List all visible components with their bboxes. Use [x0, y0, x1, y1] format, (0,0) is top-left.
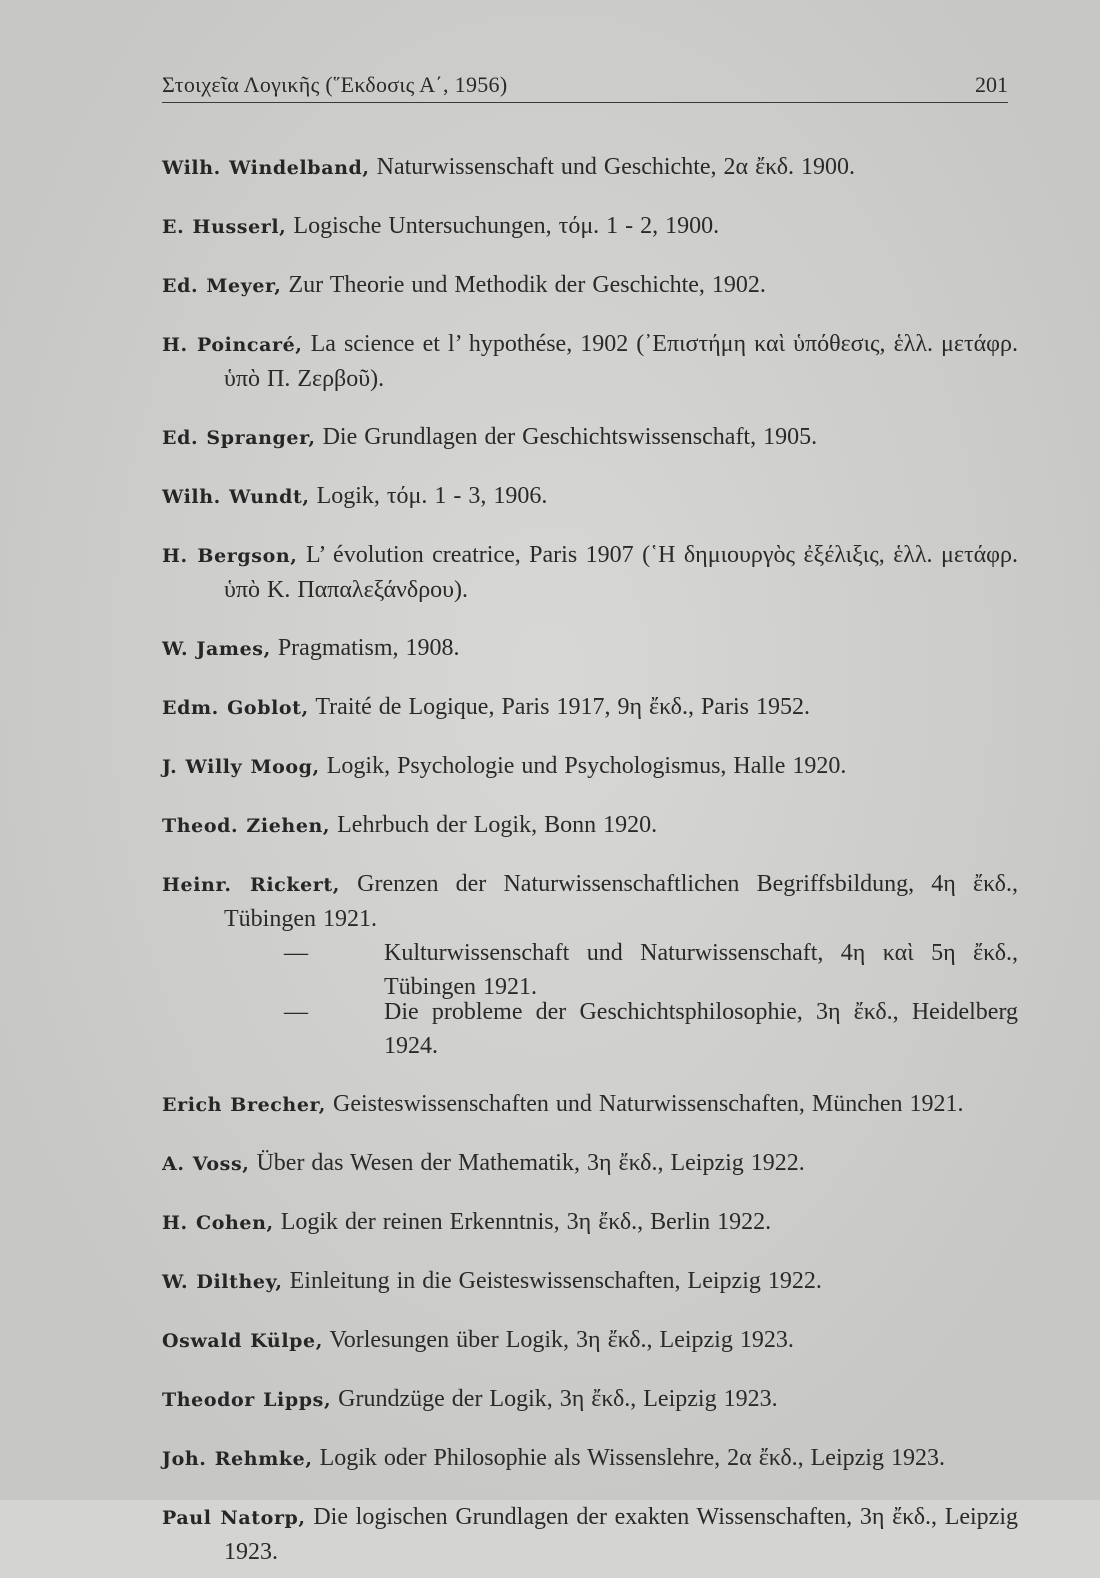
- entry-author: J. Willy Moog,: [162, 756, 320, 778]
- bibliography-entry: [162, 1205, 1018, 1240]
- entry-author: H. Bergson,: [162, 545, 298, 567]
- entry-text: Geisteswissenschaften und Naturwissenschaften, München 1921.: [332, 1091, 964, 1117]
- entry-author: W. James,: [162, 638, 271, 660]
- entry-text: Lehrbuch der Logik, Bonn 1920.: [337, 812, 658, 838]
- running-head: [162, 70, 1008, 103]
- bibliography-entry: [162, 1087, 1018, 1122]
- bibliography-entry: [162, 268, 1018, 303]
- entry-text: Die logischen Grundlagen der exakten Wissenschaften, 3η ἔκδ., Leipzig 1923.: [224, 1504, 1018, 1565]
- bibliography-entry: [162, 209, 1018, 244]
- bibliography-entry: [162, 150, 1018, 185]
- entry-text: Zur Theorie und Methodik der Geschichte, 1902.: [288, 272, 766, 298]
- entry-author: Ed. Meyer,: [162, 275, 282, 297]
- entry-text: Logik oder Philosophie als Wissenslehre, 2α ἔκδ., Leipzig 1923.: [319, 1445, 945, 1471]
- entry-author: E. Husserl,: [162, 216, 287, 238]
- entry-text: Vorlesungen über Logik, 3η ἔκδ., Leipzig 1923.: [329, 1327, 794, 1353]
- bibliography-entry: [162, 1500, 1018, 1569]
- bibliography-entry: [162, 690, 1018, 725]
- entry-text: La science et l’ hypothése, 1902 (᾿Επιστήμη καὶ ὑπόθεσις, ἑλλ. μετάφρ. ὑπὸ Π. Ζερβοῦ).: [224, 331, 1019, 392]
- bibliography-entry: [162, 1441, 1018, 1476]
- bibliography-entry: [162, 1382, 1018, 1417]
- entry-author: Theod. Ziehen,: [162, 815, 331, 837]
- entry-author: H. Poincaré,: [162, 334, 303, 356]
- bibliography-entry-continuation: [162, 936, 1018, 1004]
- entry-text: L’ évolution creatrice, Paris 1907 (῾Η δημιουργὸς ἐξέλιξις, ἑλλ. μετάφρ. ὑπὸ Κ. Παπαλεξάνδρου).: [224, 542, 1018, 603]
- entry-text: Traité de Logique, Paris 1917, 9η ἔκδ., Paris 1952.: [315, 694, 810, 720]
- entry-text: Logik, Psychologie und Psychologismus, Halle 1920.: [326, 753, 847, 779]
- entry-text: Die probleme der Geschichtsphilosophie, 3η ἔκδ., Heidelberg 1924.: [384, 999, 1018, 1059]
- entry-text: Pragmatism, 1908.: [277, 635, 460, 661]
- bibliography-entry: [162, 1264, 1018, 1299]
- ditto-dash: —: [284, 999, 308, 1025]
- entry-text: Grenzen der Naturwissenschaftlichen Begriffsbildung, 4η ἔκδ., Tübingen 1921.: [224, 871, 1018, 932]
- bibliography-entry: [162, 867, 1018, 936]
- bibliography-list: [162, 126, 1018, 1578]
- entry-text: Über das Wesen der Mathematik, 3η ἔκδ., Leipzig 1922.: [256, 1150, 805, 1176]
- entry-text: Logik, τόμ. 1 - 3, 1906.: [316, 483, 548, 509]
- entry-text: Einleitung in die Geisteswissenschaften, Leipzig 1922.: [289, 1268, 822, 1294]
- entry-text: Grundzüge der Logik, 3η ἔκδ., Leipzig 1923.: [338, 1386, 778, 1412]
- entry-text: Kulturwissenschaft und Naturwissenschaft, 4η καὶ 5η ἔκδ., Tübingen 1921.: [384, 940, 1018, 1000]
- entry-text: Naturwissenschaft und Geschichte, 2α ἔκδ. 1900.: [376, 154, 856, 180]
- bibliography-entry: [162, 327, 1018, 396]
- entry-author: Oswald Külpe,: [162, 1330, 323, 1352]
- entry-author: A. Voss,: [162, 1153, 250, 1175]
- entry-author: Paul Natorp,: [162, 1507, 306, 1529]
- bibliography-entry: [162, 420, 1018, 455]
- entry-author: W. Dilthey,: [162, 1271, 283, 1293]
- bibliography-entry: [162, 631, 1018, 666]
- ditto-dash: —: [284, 940, 308, 966]
- bibliography-entry: [162, 479, 1018, 514]
- entry-author: Wilh. Windelband,: [162, 157, 370, 179]
- entry-text: Die Grundlagen der Geschichtswissenschaft, 1905.: [322, 424, 818, 450]
- bibliography-entry: [162, 1323, 1018, 1358]
- entry-text: Logische Untersuchungen, τόμ. 1 - 2, 1900.: [293, 213, 720, 239]
- entry-author: H. Cohen,: [162, 1212, 274, 1234]
- bibliography-entry-continuation: [162, 995, 1018, 1063]
- bibliography-entry: [162, 538, 1018, 607]
- page-number: 201: [975, 72, 1008, 97]
- running-head-title: Στοιχεῖα Λογικῆς (῞Εκδοσις Α΄, 1956): [162, 72, 508, 97]
- entry-text: Logik der reinen Erkenntnis, 3η ἔκδ., Berlin 1922.: [280, 1209, 772, 1235]
- entry-author: Edm. Goblot,: [162, 697, 309, 719]
- entry-author: Ed. Spranger,: [162, 427, 316, 449]
- entry-author: Theodor Lipps,: [162, 1389, 332, 1411]
- entry-author: Joh. Rehmke,: [162, 1448, 313, 1470]
- bibliography-entry: [162, 749, 1018, 784]
- bibliography-entry: [162, 808, 1018, 843]
- entry-author: Erich Brecher,: [162, 1094, 326, 1116]
- entry-author: Heinr. Rickert,: [162, 874, 340, 896]
- entry-author: Wilh. Wundt,: [162, 486, 310, 508]
- bibliography-entry: [162, 1146, 1018, 1181]
